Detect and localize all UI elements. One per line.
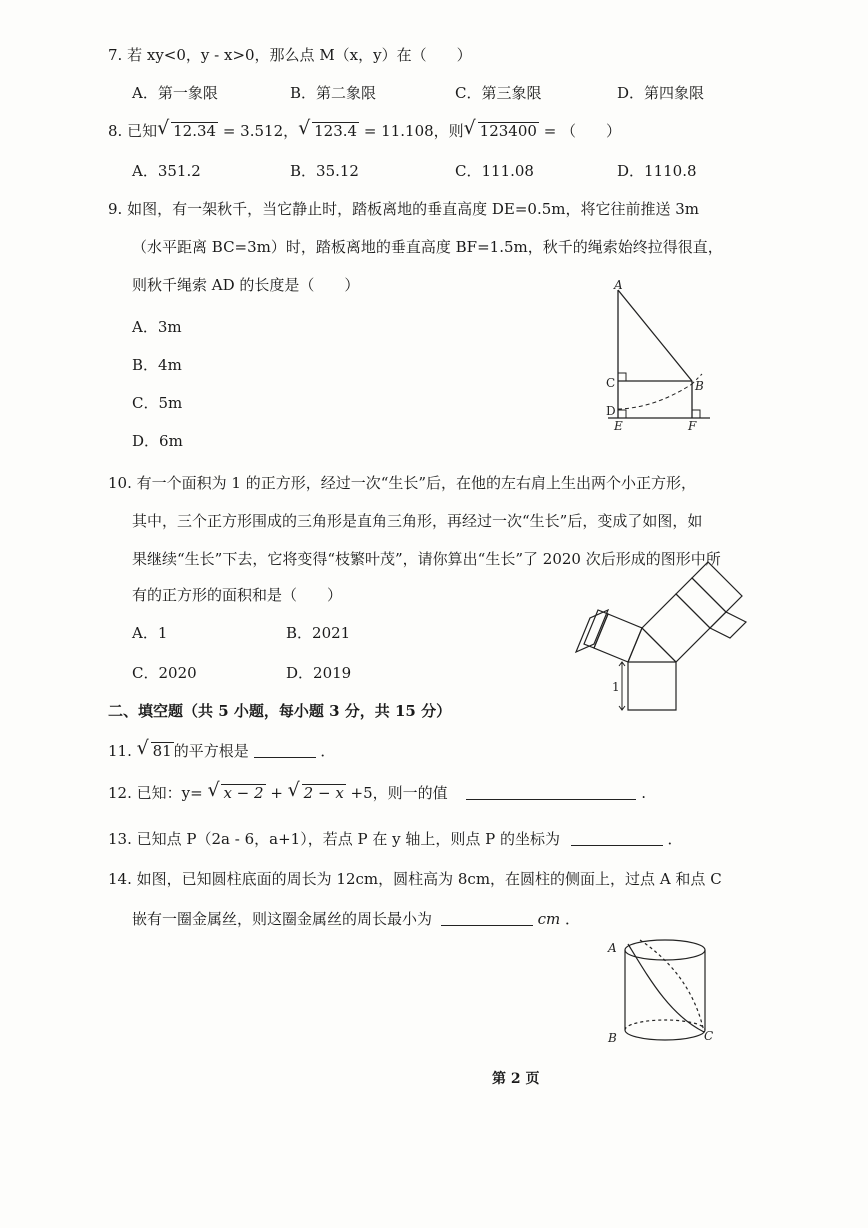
question-14 xyxy=(108,868,722,889)
base-square xyxy=(628,662,676,710)
equation-text: = 3.512， xyxy=(218,122,299,140)
page-number: 第 2 页 xyxy=(492,1071,540,1087)
unit: cm xyxy=(537,910,561,928)
top-leaf-square xyxy=(692,562,742,612)
plus-sign: + xyxy=(265,784,288,802)
sqrt-123400: √ 123400 xyxy=(463,117,537,140)
question-number: 14. xyxy=(108,870,132,888)
sqrt-12-34: √ 12.34 xyxy=(157,117,217,140)
answer-blank[interactable] xyxy=(254,743,316,758)
equation-text: = （ ） xyxy=(538,122,622,140)
right-angle-f xyxy=(692,410,700,418)
q9-option-a: A．3m xyxy=(132,318,182,336)
punctuation: ． xyxy=(564,910,580,928)
punctuation: ． xyxy=(320,742,336,760)
question-text: 的平方根是 xyxy=(173,742,249,760)
sqrt-2-minus-x: √ 2 − x xyxy=(287,779,344,802)
q7-option-b: B．第二象限 xyxy=(290,84,377,102)
question-text-line2: 嵌有一圈金属丝，则这圈金属丝的周长最小为 xyxy=(132,910,433,928)
sqrt-81: √ 81 xyxy=(136,737,172,760)
question-text: 已知 xyxy=(127,122,158,140)
question-number: 9. xyxy=(108,200,123,218)
question-text-line2: （水平距离 BC=3m）时，踏板离地的垂直高度 BF=1.5m，秋千的绳索始终拉得很直， xyxy=(132,238,723,256)
question-number: 8. xyxy=(108,122,123,140)
question-text: +5，则一的值 xyxy=(345,784,448,802)
equation-text: = 11.108，则 xyxy=(359,122,464,140)
q7-option-c: C．第三象限 xyxy=(455,84,542,102)
q7-option-d: D．第四象限 xyxy=(617,84,705,102)
answer-blank[interactable] xyxy=(441,911,533,926)
question-9 xyxy=(108,198,699,219)
cylinder-figure xyxy=(600,930,720,1048)
pythagoras-tree-figure xyxy=(578,578,748,712)
sqrt-123-4: √ 123.4 xyxy=(298,117,358,140)
question-text-line1: 如图，有一架秋千，当它静止时，踏板离地的垂直高度 DE=0.5m，将它往前推送 3m xyxy=(127,200,700,218)
q8-option-a: A．351.2 xyxy=(132,162,201,180)
question-13 xyxy=(108,828,683,849)
q10-option-b: B．2021 xyxy=(286,624,351,642)
label-e: E xyxy=(614,419,623,433)
label-c: C xyxy=(606,376,616,390)
label-d: D xyxy=(606,404,616,418)
question-8 xyxy=(108,117,622,141)
punctuation: . xyxy=(641,784,647,802)
label-f: F xyxy=(688,419,697,433)
side-label: 1 xyxy=(612,680,620,694)
answer-blank[interactable] xyxy=(466,785,636,800)
question-text-line3: 果继续“生长”下去，它将变得“枝繁叶茂”，请你算出“生长”了 2020 次后形成的图形中所 xyxy=(132,550,721,568)
question-text-line3: 则秋千绳索 AD 的长度是（ ） xyxy=(132,276,360,294)
q8-option-b: B．35.12 xyxy=(290,162,359,180)
question-text: 已知：y= xyxy=(136,784,208,802)
question-text-line2-row xyxy=(132,908,580,929)
question-11 xyxy=(108,737,336,761)
punctuation: ． xyxy=(667,830,683,848)
right-square xyxy=(642,594,710,662)
label-a: A xyxy=(614,278,623,292)
question-number: 10. xyxy=(108,474,132,492)
wire-back xyxy=(640,940,704,1032)
q10-option-a: A．1 xyxy=(132,624,168,642)
q9-option-d: D．6m xyxy=(132,432,183,450)
question-number: 13. xyxy=(108,830,132,848)
label-b: B xyxy=(608,1031,617,1045)
cylinder-bottom-front xyxy=(625,1030,705,1040)
label-a: A xyxy=(608,941,617,955)
question-12 xyxy=(108,779,647,803)
question-number: 11. xyxy=(108,742,132,760)
section-title: 二、填空题（共 5 小题，每小题 3 分，共 15 分） xyxy=(108,702,452,720)
answer-blank[interactable] xyxy=(571,831,663,846)
question-text: 若 xy<0，y - x>0，那么点 M（x，y）在（ ） xyxy=(127,46,472,64)
q8-option-c: C．111.08 xyxy=(455,162,534,180)
swing-figure xyxy=(600,278,720,433)
question-text-line1: 有一个面积为 1 的正方形，经过一次“生长”后，在他的左右肩上生出两个小正方形， xyxy=(136,474,697,492)
question-text-line4: 有的正方形的面积和是（ ） xyxy=(132,586,343,604)
rope-ab xyxy=(618,290,692,381)
question-text-line2: 其中，三个正方形围成的三角形是直角三角形，再经过一次“生长”后，变成了如图，如 xyxy=(132,512,703,530)
swing-arc xyxy=(618,384,692,409)
right-right-square xyxy=(676,578,726,628)
q7-option-a: A．第一象限 xyxy=(132,84,218,102)
right-angle-e xyxy=(618,410,626,418)
question-text-line1: 如图，已知圆柱底面的周长为 12cm，圆柱高为 8cm，在圆柱的侧面上，过点 A 和点 C xyxy=(136,870,722,888)
label-b: B xyxy=(695,379,704,393)
q10-option-c: C．2020 xyxy=(132,664,197,682)
question-7 xyxy=(108,44,472,65)
question-number: 12. xyxy=(108,784,132,802)
left-square xyxy=(594,614,642,662)
label-c: C xyxy=(704,1029,714,1043)
q9-option-b: B．4m xyxy=(132,356,182,374)
question-number: 7. xyxy=(108,46,123,64)
cylinder-top xyxy=(625,940,705,960)
right-angle-c xyxy=(618,373,626,381)
sqrt-x-minus-2: √ x − 2 xyxy=(207,779,264,802)
right-leaf-square xyxy=(710,612,746,638)
q9-option-c: C．5m xyxy=(132,394,183,412)
question-10 xyxy=(108,472,696,493)
q8-option-d: D．1110.8 xyxy=(617,162,697,180)
question-text: 已知点 P（2a - 6，a+1），若点 P 在 y 轴上，则点 P 的坐标为 xyxy=(136,830,560,848)
left-leaf-square xyxy=(576,610,608,652)
q10-option-d: D．2019 xyxy=(286,664,352,682)
